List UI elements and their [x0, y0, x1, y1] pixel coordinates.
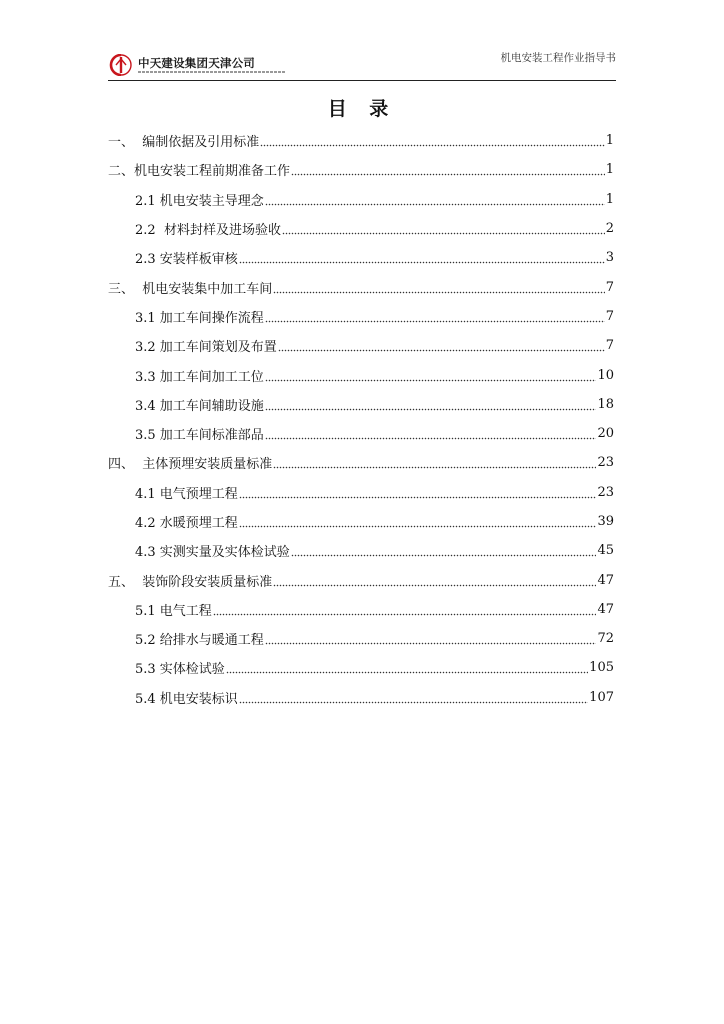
- toc-entry-label: 一、 编制依据及引用标准: [108, 135, 260, 151]
- toc-entry-page: 107: [589, 689, 614, 705]
- toc-leader-dots: [239, 251, 605, 264]
- toc-leader-dots: [278, 339, 605, 352]
- company-logo: [108, 54, 286, 76]
- toc-leader-dots: [213, 603, 597, 616]
- toc-entry-label: 五、 装饰阶段安装质量标准: [108, 574, 273, 590]
- toc-entry[interactable]: [108, 448, 614, 477]
- toc-entry-page: 47: [597, 572, 614, 588]
- toc-leader-dots: [291, 163, 605, 176]
- toc-leader-dots: [265, 632, 597, 645]
- header-divider: [108, 80, 616, 81]
- toc-leader-dots: [273, 456, 596, 469]
- toc-entry-page: 1: [605, 162, 614, 178]
- toc-leader-dots: [239, 691, 588, 704]
- toc-entry-page: 1: [605, 191, 614, 207]
- toc-entry[interactable]: [108, 536, 614, 565]
- toc-leader-dots: [265, 398, 597, 411]
- toc-entry-page: 23: [597, 455, 614, 471]
- toc-entry[interactable]: [108, 653, 614, 682]
- toc-entry[interactable]: [108, 624, 614, 653]
- toc-entry[interactable]: [108, 595, 614, 624]
- toc-entry[interactable]: [108, 565, 614, 594]
- toc-leader-dots: [291, 544, 597, 557]
- toc-leader-dots: [273, 281, 604, 294]
- toc-leader-dots: [265, 369, 597, 382]
- toc-entry[interactable]: [108, 185, 614, 214]
- toc-leader-dots: [239, 486, 597, 499]
- toc-entry-page: 1: [605, 133, 614, 149]
- toc-entry-label: 4.3 实测实量及实体检试验: [135, 545, 290, 561]
- company-name-english-line: [138, 71, 286, 73]
- company-logo-icon: [108, 54, 134, 76]
- toc-leader-dots: [265, 310, 605, 323]
- toc-entry-label: 4.1 电气预埋工程: [135, 486, 238, 502]
- toc-entry-label: 2.1 机电安装主导理念: [135, 193, 264, 209]
- toc-entry-label: 3.2 加工车间策划及布置: [135, 340, 277, 356]
- toc-entry-page: 7: [605, 279, 614, 295]
- toc-leader-dots: [282, 222, 605, 235]
- toc-entry-page: 39: [597, 514, 614, 529]
- toc-entry-label: 三、 机电安装集中加工车间: [108, 281, 273, 297]
- toc-leader-dots: [260, 134, 604, 147]
- toc-entry-page: 45: [597, 543, 614, 559]
- toc-entry-page: 7: [605, 338, 614, 354]
- toc-heading: 目 录: [327, 98, 397, 120]
- toc-leader-dots: [273, 574, 596, 587]
- toc-entry-label: 二、机电安装工程前期准备工作: [108, 164, 291, 180]
- toc-leader-dots: [226, 661, 588, 674]
- toc-leader-dots: [265, 193, 605, 206]
- toc-entry-label: 四、 主体预埋安装质量标准: [108, 457, 273, 473]
- toc-entry-label: 3.5 加工车间标准部品: [135, 428, 264, 444]
- document-title: 机电安装工程作业指导书: [500, 52, 616, 64]
- toc-entry[interactable]: [108, 302, 614, 331]
- toc-entry[interactable]: [108, 214, 614, 243]
- toc-entry[interactable]: [108, 360, 614, 389]
- toc-entry-page: 18: [597, 396, 614, 412]
- toc-entry[interactable]: [108, 419, 614, 448]
- toc-entry-page: 7: [605, 308, 614, 324]
- toc-entry-page: 10: [597, 367, 614, 383]
- toc-entry-label: 3.4 加工车间辅助设施: [135, 398, 264, 414]
- toc-entry[interactable]: [108, 390, 614, 419]
- toc-entry-page: 23: [597, 484, 614, 500]
- company-name: 中天建设集团天津公司: [138, 56, 255, 70]
- toc-entry[interactable]: [108, 126, 614, 155]
- toc-entry[interactable]: [108, 155, 614, 184]
- toc-leader-dots: [239, 515, 597, 528]
- toc-entry[interactable]: [108, 478, 614, 507]
- toc-entry-label: 5.3 实体检试验: [135, 662, 225, 678]
- toc-entry-label: 5.2 给排水与暖通工程: [135, 633, 264, 649]
- toc-entry-page: 3: [605, 250, 614, 266]
- toc-entry-label: 2.2 材料封样及进场验收: [135, 223, 281, 239]
- toc-entry-page: 72: [597, 631, 614, 647]
- toc-entry-page: 2: [605, 221, 614, 237]
- toc-entry[interactable]: [108, 683, 614, 712]
- toc-entry-label: 2.3 安装样板审核: [135, 252, 238, 268]
- toc-entry-page: 47: [597, 601, 614, 617]
- toc-leader-dots: [265, 427, 597, 440]
- toc-entry[interactable]: [108, 331, 614, 360]
- toc-entry[interactable]: [108, 272, 614, 301]
- toc-entry-label: 5.1 电气工程: [135, 603, 212, 619]
- toc-entry-page: 105: [589, 660, 614, 676]
- toc-entry-label: 3.1 加工车间操作流程: [135, 310, 264, 326]
- toc-entry-label: 3.3 加工车间加工工位: [135, 369, 264, 385]
- toc-entry-page: 20: [597, 426, 614, 442]
- toc-entry[interactable]: [108, 243, 614, 272]
- page-header: [108, 50, 616, 80]
- toc-entry[interactable]: [108, 507, 614, 536]
- toc-entry-label: 4.2 水暖预埋工程: [135, 516, 238, 531]
- table-of-contents: [108, 126, 614, 712]
- toc-entry-label: 5.4 机电安装标识: [135, 691, 238, 707]
